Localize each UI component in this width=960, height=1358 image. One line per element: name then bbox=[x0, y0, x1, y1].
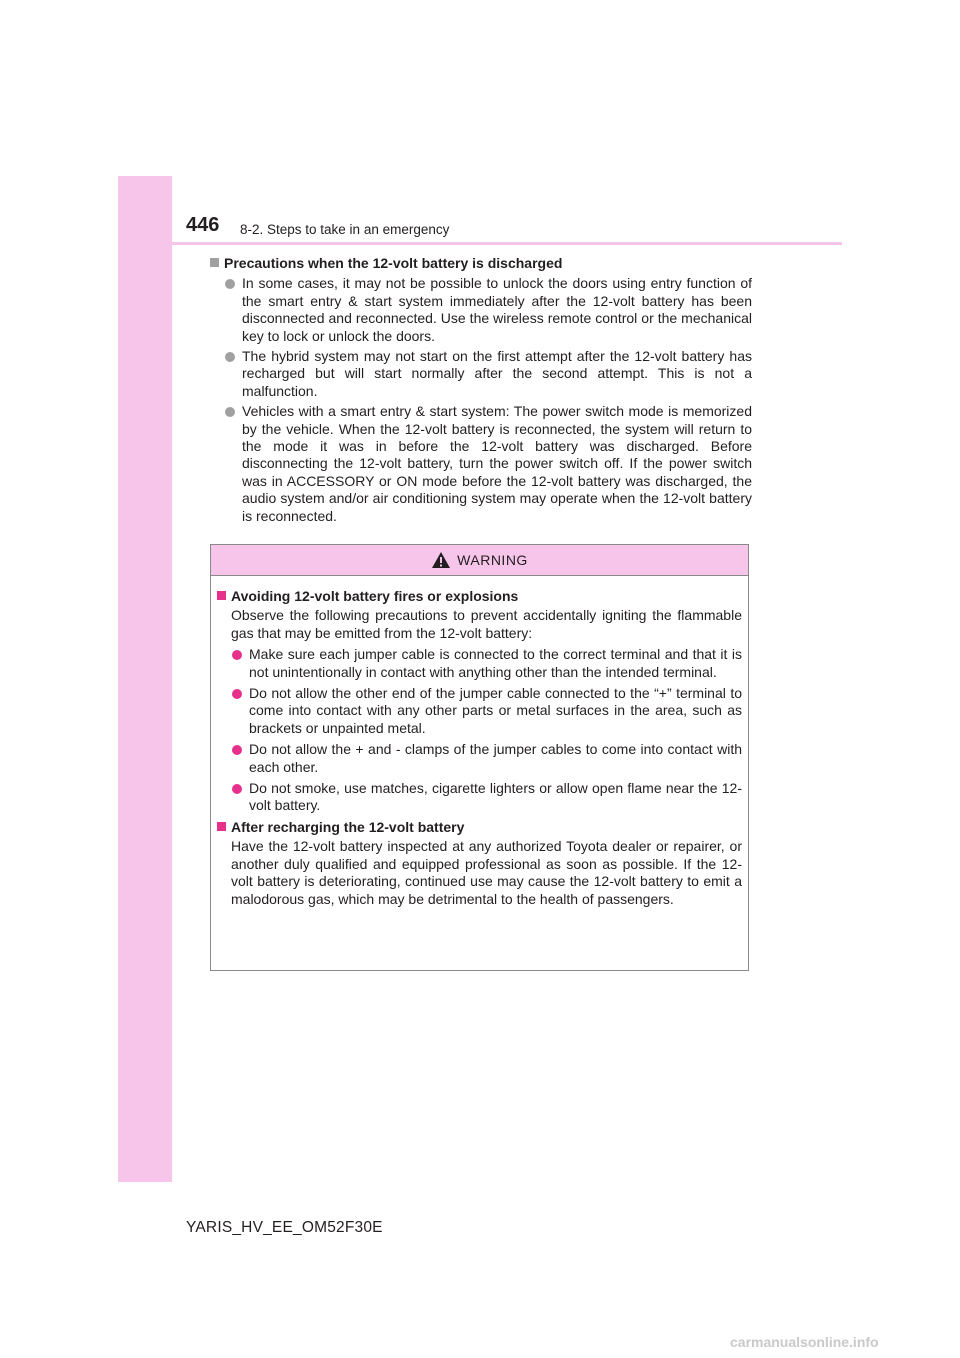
list-item: Vehicles with a smart entry & start system: The power switch mode is memorized by the vehicle. When the 12-volt battery is reconnected, the system will return to the mode it was in before the 12-volt battery was discharged. Before disconnecting the 12-volt battery, turn the power switch off. If the power switch was in ACCESSORY or ON mode before the 12-volt battery was discharged, the audio system and/or air conditioning system may operate when the 12-volt battery is reconnected. bbox=[210, 403, 752, 525]
warning-triangle-icon bbox=[431, 551, 451, 569]
warning-header bbox=[211, 545, 748, 576]
list-item: Do not smoke, use matches, cigarette lighters or allow open flame near the 12-volt battery. bbox=[217, 780, 742, 815]
bullet-dot-icon bbox=[232, 689, 242, 699]
list-item: Do not allow the other end of the jumper cable connected to the “+” terminal to come into contact with any other parts or metal surfaces in the area, such as brackets or unpainted metal. bbox=[217, 685, 742, 737]
bullet-dot-icon bbox=[232, 745, 242, 755]
warning-box bbox=[210, 544, 749, 971]
list-item: Make sure each jumper cable is connected to the correct terminal and that it is not unintentionally in contact with anything other than the intended terminal. bbox=[217, 646, 742, 681]
page-number: 446 bbox=[186, 214, 220, 236]
list-item: The hybrid system may not start on the first attempt after the 12-volt battery has recharged but will start normally after the second attempt. This is not a malfunction. bbox=[210, 348, 752, 400]
warning-intro: Observe the following precautions to prevent accidentally igniting the flammable gas that may be emitted from the 12-volt battery: bbox=[231, 607, 742, 641]
warning-heading-recharging: After recharging the 12-volt battery bbox=[217, 819, 742, 836]
precautions-heading: Precautions when the 12-volt battery is discharged bbox=[210, 255, 752, 272]
square-bullet-icon bbox=[217, 591, 226, 600]
warning-body bbox=[211, 576, 748, 908]
section-title: 8-2. Steps to take in an emergency bbox=[240, 222, 450, 237]
bullet-dot-icon bbox=[225, 279, 235, 289]
bullet-dot-icon bbox=[225, 352, 235, 362]
bullet-dot-icon bbox=[232, 784, 242, 794]
square-bullet-icon bbox=[210, 258, 219, 267]
list-item: In some cases, it may not be possible to unlock the doors using entry function of the smart entry & start system immediately after the 12-volt battery has been disconnected and reconnected. Use the wireless remote control or the mechanical key to lock or unlock the doors. bbox=[210, 275, 752, 345]
warning-title: WARNING bbox=[457, 552, 528, 568]
square-bullet-icon bbox=[217, 822, 226, 831]
list-item: Do not allow the + and - clamps of the jumper cables to come into contact with each other. bbox=[217, 741, 742, 776]
header-rule bbox=[172, 242, 842, 245]
watermark: carmanualsonline.info bbox=[730, 1334, 879, 1350]
bullet-dot-icon bbox=[225, 407, 235, 417]
bullet-dot-icon bbox=[232, 650, 242, 660]
warning-recharging-text: Have the 12-volt battery inspected at any authorized Toyota dealer or repairer, or another duly qualified and equipped professional as soon as possible. If the 12-volt battery is deteriorating, continued use may cause the 12-volt battery to emit a malodorous gas, which may be detrimental to the health of passengers. bbox=[231, 838, 742, 907]
warning-heading-fires: Avoiding 12-volt battery fires or explosions bbox=[217, 588, 742, 605]
precautions-section bbox=[210, 255, 752, 525]
document-code: YARIS_HV_EE_OM52F30E bbox=[186, 1219, 383, 1236]
side-tab-band bbox=[118, 176, 172, 1182]
